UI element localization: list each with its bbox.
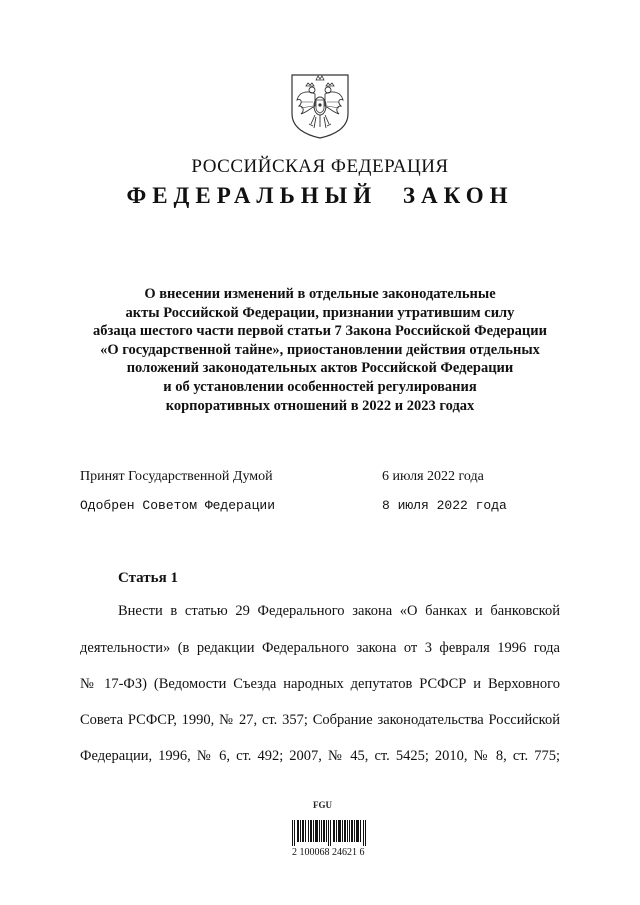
law-title-line: «О государственной тайне», приостановлении действия отдельных xyxy=(100,341,540,358)
country-name: РОССИЙСКАЯ ФЕДЕРАЦИЯ xyxy=(191,156,449,177)
article-body-line: Внести в статью 29 Федерального закона «О банках и банковской xyxy=(118,603,560,619)
barcode-number: 2 100068 24621 6 xyxy=(292,847,365,858)
council-approval-date: 8 июля 2022 года xyxy=(382,498,507,513)
state-emblem-icon xyxy=(289,72,351,140)
law-title-line: акты Российской Федерации, признании утратившим силу xyxy=(125,304,515,321)
law-title-line: абзаца шестого части первой статьи 7 Закона Российской Федерации xyxy=(93,323,547,340)
law-title-line: и об установлении особенностей регулирования xyxy=(163,378,477,395)
law-title xyxy=(60,285,580,415)
council-approval-row xyxy=(80,498,507,513)
council-approval-label: Одобрен Советом Федерации xyxy=(80,498,276,513)
duma-adoption-date: 6 июля 2022 года xyxy=(382,469,484,484)
law-type-heading: ФЕДЕРАЛЬНЫЙ ЗАКОН xyxy=(126,183,514,208)
barcode-mark: FGU xyxy=(313,800,332,810)
law-title-line: положений законодательных актов Российской Федерации xyxy=(126,360,514,377)
article-body-line: Совета РСФСР, 1990, № 27, ст. 357; Собрание законодательства Российской xyxy=(80,712,560,728)
barcode-bars xyxy=(290,820,370,846)
article-heading: Статья 1 xyxy=(118,570,178,586)
duma-adoption-row xyxy=(80,469,484,485)
article-body-line: деятельности» (в редакции Федерального закона от 3 февраля 1996 года xyxy=(80,640,560,656)
article-body-line: № 17-ФЗ) (Ведомости Съезда народных депутатов РСФСР и Верховного xyxy=(80,676,560,692)
article-body-line: Федерации, 1996, № 6, ст. 492; 2007, № 45, ст. 5425; 2010, № 8, ст. 775; xyxy=(80,748,560,764)
duma-adoption-label: Принят Государственной Думой xyxy=(80,469,273,484)
law-title-line: О внесении изменений в отдельные законодательные xyxy=(144,286,496,302)
law-title-line: корпоративных отношений в 2022 и 2023 годах xyxy=(165,397,475,414)
